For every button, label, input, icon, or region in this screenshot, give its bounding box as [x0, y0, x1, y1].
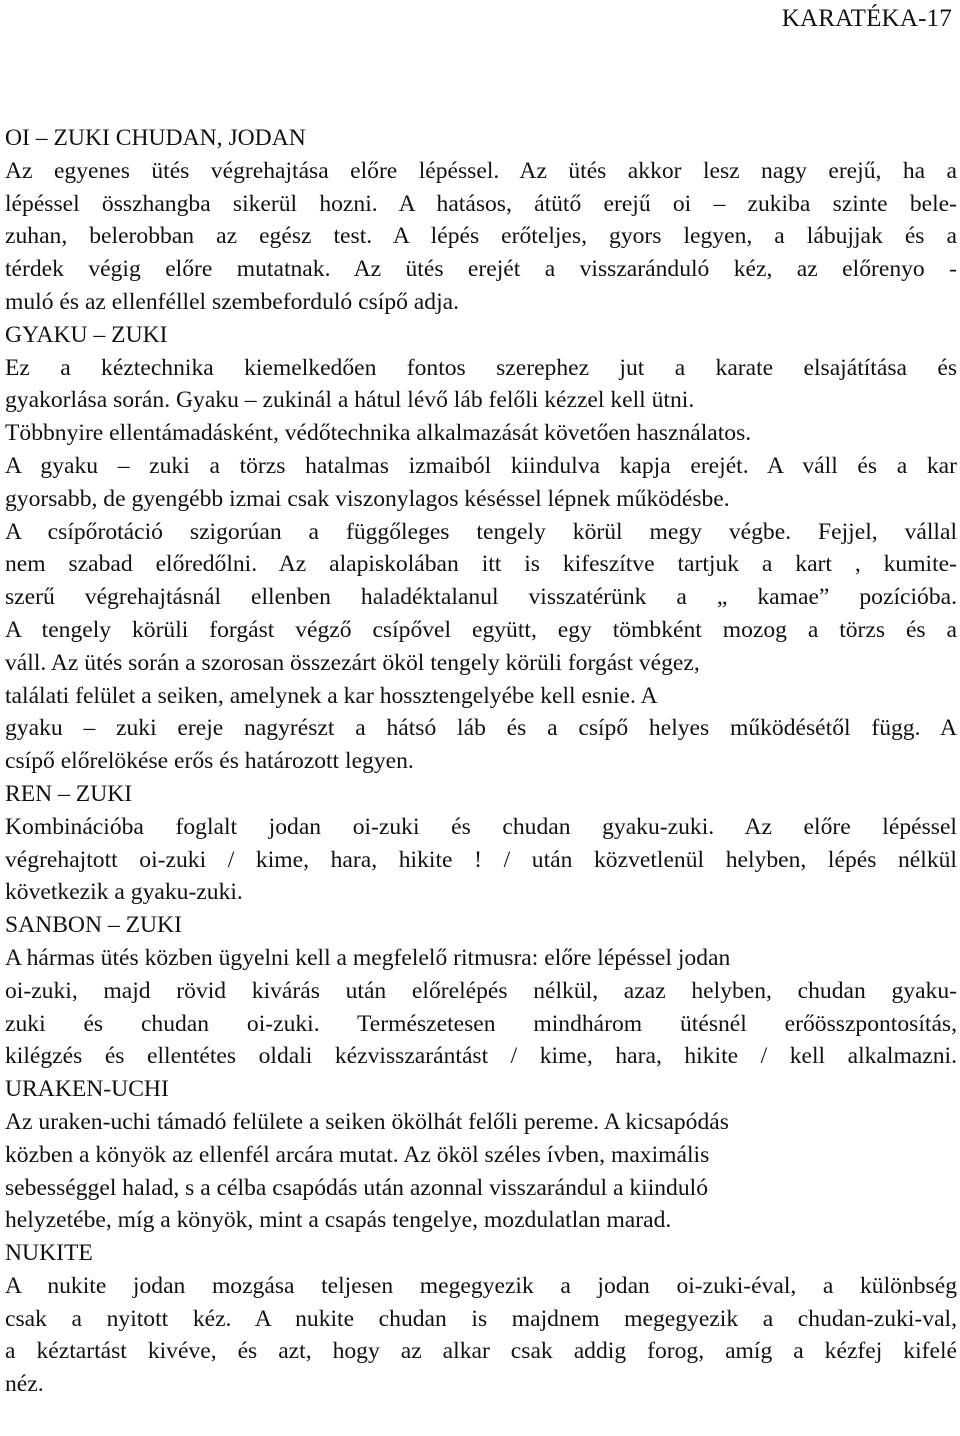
text-line: találati felület a seiken, amelynek a kar hossztengelyébe kell esnie. A — [5, 682, 658, 709]
text-line: nem szabad előredőlni. Az alapiskolában itt is kifeszítve tartjuk a kart , kumite- — [5, 551, 957, 578]
text-line: A gyaku – zuki a törzs hatalmas izmaiból kiindulva kapja erejét. A váll és a kar — [5, 452, 957, 479]
text-line: végrehajtott oi-zuki / kime, hara, hikite ! / után közvetlenül helyben, lépés nélkül — [5, 846, 957, 873]
text-line: Az egyenes ütés végrehajtása előre lépéssel. Az ütés akkor lesz nagy erejű, ha a — [5, 157, 957, 184]
text-line: közben a könyök az ellenfél arcára mutat. Az ököl széles ívben, maximális — [5, 1141, 710, 1168]
heading-uraken-uchi: URAKEN-UCHI — [5, 1076, 169, 1103]
text-line: oi-zuki, majd rövid kivárás után előrelépés nélkül, azaz helyben, chudan gyaku- — [5, 977, 957, 1004]
heading-oi-zuki: OI – ZUKI CHUDAN, JODAN — [5, 125, 306, 151]
heading-sanbon-zuki: SANBON – ZUKI — [5, 912, 182, 939]
page-header-title: KARATÉKA-17 — [781, 5, 952, 32]
text-line: Ez a kéztechnika kiemelkedően fontos szerephez jut a karate elsajátítása és — [5, 354, 957, 381]
text-line: kilégzés és ellentétes oldali kézvisszarántást / kime, hara, hikite / kell alkalmazni. — [5, 1043, 957, 1070]
text-line: gyorsabb, de gyengébb izmai csak viszonylagos késéssel lépnek működésbe. — [5, 485, 730, 512]
text-line: lépéssel összhangba sikerül hozni. A hatásos, átütő erejű oi – zukiba szinte bele- — [5, 190, 957, 217]
text-line: gyakorlása során. Gyaku – zukinál a hátul lévő láb felőli kézzel kell ütni. — [5, 387, 695, 414]
text-line: csak a nyitott kéz. A nukite chudan is majdnem megegyezik a chudan-zuki-val, — [5, 1305, 957, 1332]
text-line: sebességgel halad, s a célba csapódás után azonnal visszarándul a kiinduló — [5, 1174, 708, 1201]
text-line: néz. — [5, 1371, 44, 1398]
text-line: zuhan, belerobban az egész test. A lépés erőteljes, gyors legyen, a lábujjak és a — [5, 223, 957, 250]
text-line: A nukite jodan mozgása teljesen megegyezik a jodan oi-zuki-éval, a különbség — [5, 1272, 957, 1299]
heading-nukite: NUKITE — [5, 1240, 93, 1267]
text-line: váll. Az ütés során a szorosan összezárt ököl tengely körüli forgást végez, — [5, 649, 700, 676]
text-line: szerű végrehajtásnál ellenben haladéktalanul visszatérünk a „ kamae” pozícióba. — [5, 584, 957, 611]
text-line: gyaku – zuki ereje nagyrészt a hátsó láb és a csípő helyes működésétől függ. A — [5, 715, 957, 742]
text-line: helyzetébe, míg a könyök, mint a csapás tengelye, mozdulatlan marad. — [5, 1207, 672, 1234]
text-line: a kéztartást kivéve, és azt, hogy az alkar csak addig forog, amíg a kézfej kifelé — [5, 1338, 957, 1365]
heading-ren-zuki: REN – ZUKI — [5, 780, 133, 807]
text-line: Kombinációba foglalt jodan oi-zuki és chudan gyaku-zuki. Az előre lépéssel — [5, 813, 957, 840]
text-line: térdek végig előre mutatnak. Az ütés erejét a visszaránduló kéz, az előrenyo - — [5, 256, 957, 283]
text-line: Többnyire ellentámadásként, védőtechnika alkalmazását követően használatos. — [5, 420, 752, 447]
text-line: muló és az ellenféllel szembeforduló csípő adja. — [5, 288, 460, 315]
text-line: A tengely körüli forgást végző csípővel együtt, egy tömbként mozog a törzs és a — [5, 616, 957, 643]
text-line: zuki és chudan oi-zuki. Természetesen mindhárom ütésnél erőösszpontosítás, — [5, 1010, 957, 1037]
text-line: következik a gyaku-zuki. — [5, 879, 243, 906]
heading-gyaku-zuki: GYAKU – ZUKI — [5, 321, 168, 348]
text-line: Az uraken-uchi támadó felülete a seiken ökölhát felőli pereme. A kicsapódás — [5, 1108, 729, 1135]
document-body — [5, 122, 957, 1401]
text-line: csípő előrelökése erős és határozott legyen. — [5, 748, 414, 775]
text-line: A hármas ütés közben ügyelni kell a megfelelő ritmusra: előre lépéssel jodan — [5, 944, 731, 971]
text-line: A csípőrotáció szigorúan a függőleges tengely körül megy végbe. Fejjel, vállal — [5, 518, 957, 545]
